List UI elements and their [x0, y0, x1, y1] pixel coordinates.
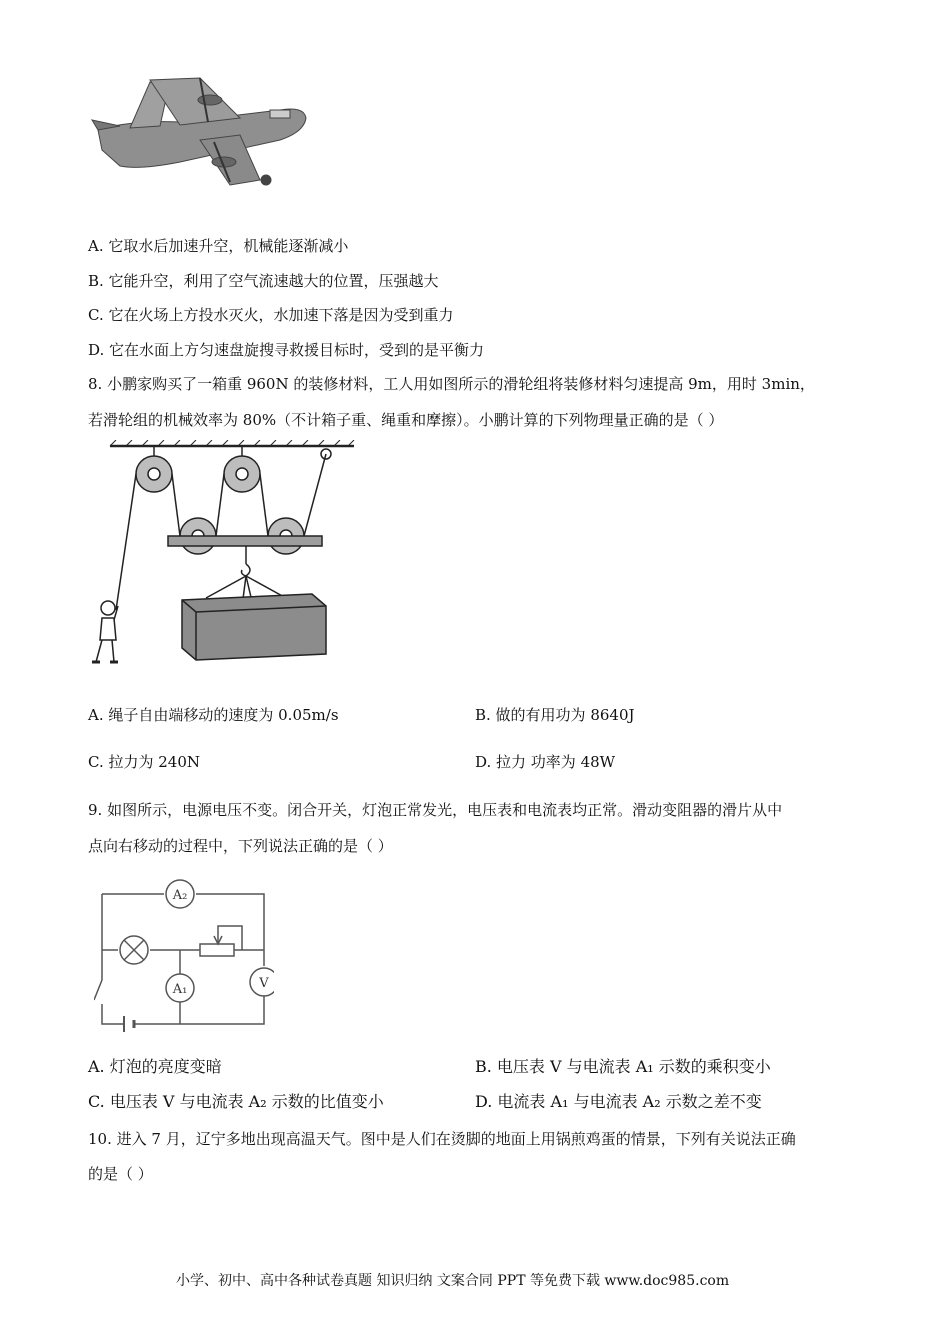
q8-option-d: D. 拉力 功率为 48W — [475, 753, 616, 771]
q9-stem-line1: 9. 如图所示，电源电压不变。闭合开关，灯泡正常发光，电压表和电流表均正常。滑动变阻器的滑片从中 — [88, 801, 783, 819]
q8-option-b: B. 做的有用功为 8640J — [475, 706, 635, 724]
q8-option-c: C. 拉力为 240N — [88, 753, 201, 771]
q9-stem-line2: 点向右移动的过程中，下列说法正确的是（ ） — [88, 837, 393, 855]
q7-option-c: C. 它在火场上方投水灭火，水加速下落是因为受到重力 — [88, 306, 454, 324]
q7-option-b: B. 它能升空，利用了空气流速越大的位置，压强越大 — [88, 272, 439, 290]
q8-stem-line2: 若滑轮组的机械效率为 80%（不计箱子重、绳重和摩擦）。小鹏计算的下列物理量正确的是（ ） — [88, 411, 724, 429]
q8-option-a: A. 绳子自由端移动的速度为 0.05m/s — [88, 706, 339, 724]
q7-option-d: D. 它在水面上方匀速盘旋搜寻救援目标时，受到的是平衡力 — [88, 341, 485, 359]
meter-a1-label: A₁ — [172, 982, 188, 997]
q9-option-b: B. 电压表 V 与电流表 A₁ 示数的乘积变小 — [475, 1057, 771, 1076]
q8-stem-line1: 8. 小鹏家购买了一箱重 960N 的装修材料，工人用如图所示的滑轮组将装修材料匀速提高 9m，用时 3min， — [88, 375, 815, 393]
q10-stem-line1: 10. 进入 7 月，辽宁多地出现高温天气。图中是人们在烫脚的地面上用锅煎鸡蛋的情景，下列有关说法正确 — [88, 1130, 796, 1148]
seaplane-figure — [90, 70, 312, 195]
circuit-diagram-figure — [94, 874, 274, 1034]
meter-v-label: V — [259, 976, 269, 991]
pulley-system-figure — [86, 440, 358, 668]
meter-a2-label: A₂ — [172, 888, 188, 903]
q10-stem-line2: 的是（ ） — [88, 1165, 153, 1183]
q9-option-a: A. 灯泡的亮度变暗 — [88, 1057, 222, 1076]
q7-option-a: A. 它取水后加速升空，机械能逐渐减小 — [88, 237, 349, 255]
q9-option-c: C. 电压表 V 与电流表 A₂ 示数的比值变小 — [88, 1092, 384, 1111]
q9-option-d: D. 电流表 A₁ 与电流表 A₂ 示数之差不变 — [475, 1092, 762, 1111]
page-footer: 小学、初中、高中各种试卷真题 知识归纳 文案合同 PPT 等免费下载 www.doc985.com — [176, 1273, 730, 1289]
